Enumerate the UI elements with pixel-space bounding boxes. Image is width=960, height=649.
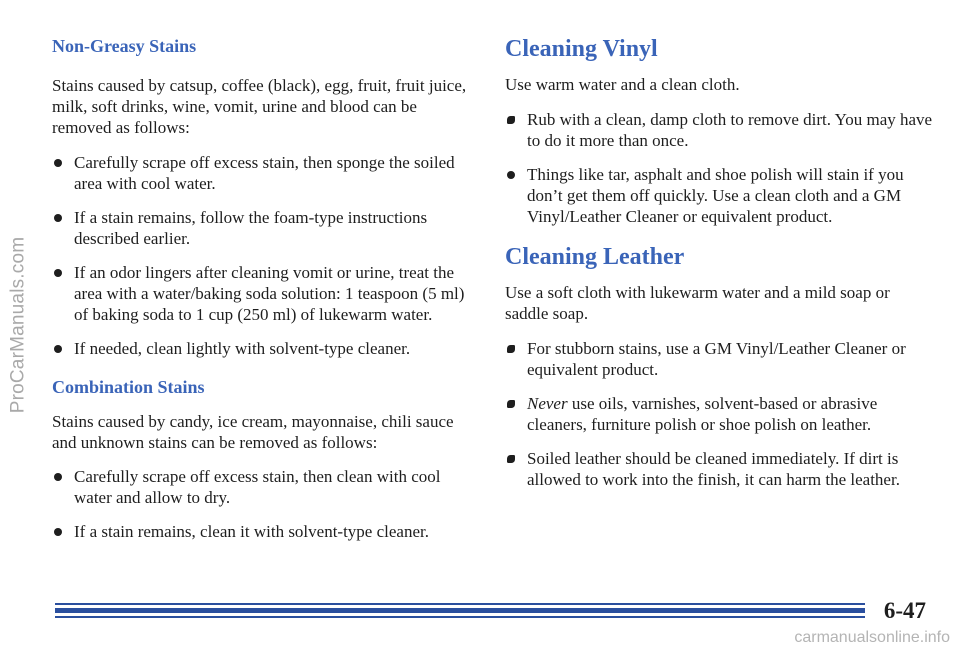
list-item: Never use oils, varnishes, solvent-based or abrasive cleaners, furniture polish or shoe polish on leather. xyxy=(505,393,935,435)
combination-stains-intro: Stains caused by candy, ice cream, mayonnaise, chili sauce and unknown stains can be removed as follows: xyxy=(52,412,454,452)
cleaning-vinyl-intro: Use warm water and a clean cloth. xyxy=(505,75,740,94)
combination-stains-list xyxy=(52,466,472,542)
list-item: If a stain remains, clean it with solvent-type cleaner. xyxy=(52,521,472,542)
non-greasy-stains-intro: Stains caused by catsup, coffee (black), egg, fruit, fruit juice, milk, soft drinks, wine, vomit, urine and blood can be removed as follows: xyxy=(52,76,467,137)
footer-rule-bottom xyxy=(55,616,865,618)
right-column xyxy=(505,34,935,490)
cleaning-leather-heading: Cleaning Leather xyxy=(505,244,685,270)
non-greasy-stains-heading: Non-Greasy Stains xyxy=(52,36,197,56)
bullet-icon xyxy=(507,116,515,124)
left-column xyxy=(52,34,472,542)
bullet-icon xyxy=(54,159,62,167)
footer-rule-thick xyxy=(55,608,865,613)
list-item: Things like tar, asphalt and shoe polish will stain if you don’t get them off quickly. Use a clean cloth and a GM Vinyl/Leather Cleaner or equivalent product. xyxy=(505,164,935,227)
list-item: If needed, clean lightly with solvent-type cleaner. xyxy=(52,338,472,359)
list-item: Carefully scrape off excess stain, then clean with cool water and allow to dry. xyxy=(52,466,472,508)
bullet-icon xyxy=(507,345,515,353)
page-number: 6-47 xyxy=(883,598,926,623)
bottom-watermark: carmanualsonline.info xyxy=(794,629,950,646)
list-item: Soiled leather should be cleaned immediately. If dirt is allowed to work into the finish, it can harm the leather. xyxy=(505,448,935,490)
combination-stains-heading: Combination Stains xyxy=(52,377,205,397)
list-item: If a stain remains, follow the foam-type instructions described earlier. xyxy=(52,207,472,249)
cleaning-vinyl-list xyxy=(505,109,935,227)
side-watermark-text: ProCarManuals.com xyxy=(7,236,29,413)
bullet-icon xyxy=(507,455,515,463)
list-item: Rub with a clean, damp cloth to remove dirt. You may have to do it more than once. xyxy=(505,109,935,151)
cleaning-vinyl-heading: Cleaning Vinyl xyxy=(505,36,658,62)
cleaning-leather-intro: Use a soft cloth with lukewarm water and a mild soap or saddle soap. xyxy=(505,283,890,323)
never-emphasis: Never xyxy=(527,394,568,413)
non-greasy-stains-list xyxy=(52,152,472,359)
bullet-icon xyxy=(507,400,515,408)
side-watermark xyxy=(0,0,36,649)
bullet-icon xyxy=(54,269,62,277)
list-item: For stubborn stains, use a GM Vinyl/Leather Cleaner or equivalent product. xyxy=(505,338,935,380)
list-item: If an odor lingers after cleaning vomit or urine, treat the area with a water/baking soda solution: 1 teaspoon (5 ml) of baking soda to 1 cup (250 ml) of lukewarm water. xyxy=(52,262,472,325)
bullet-icon xyxy=(507,171,515,179)
cleaning-leather-list xyxy=(505,338,935,490)
bullet-icon xyxy=(54,345,62,353)
footer-rule-top xyxy=(55,603,865,605)
bullet-icon xyxy=(54,473,62,481)
bullet-icon xyxy=(54,528,62,536)
list-item: Carefully scrape off excess stain, then sponge the soiled area with cool water. xyxy=(52,152,472,194)
bullet-icon xyxy=(54,214,62,222)
